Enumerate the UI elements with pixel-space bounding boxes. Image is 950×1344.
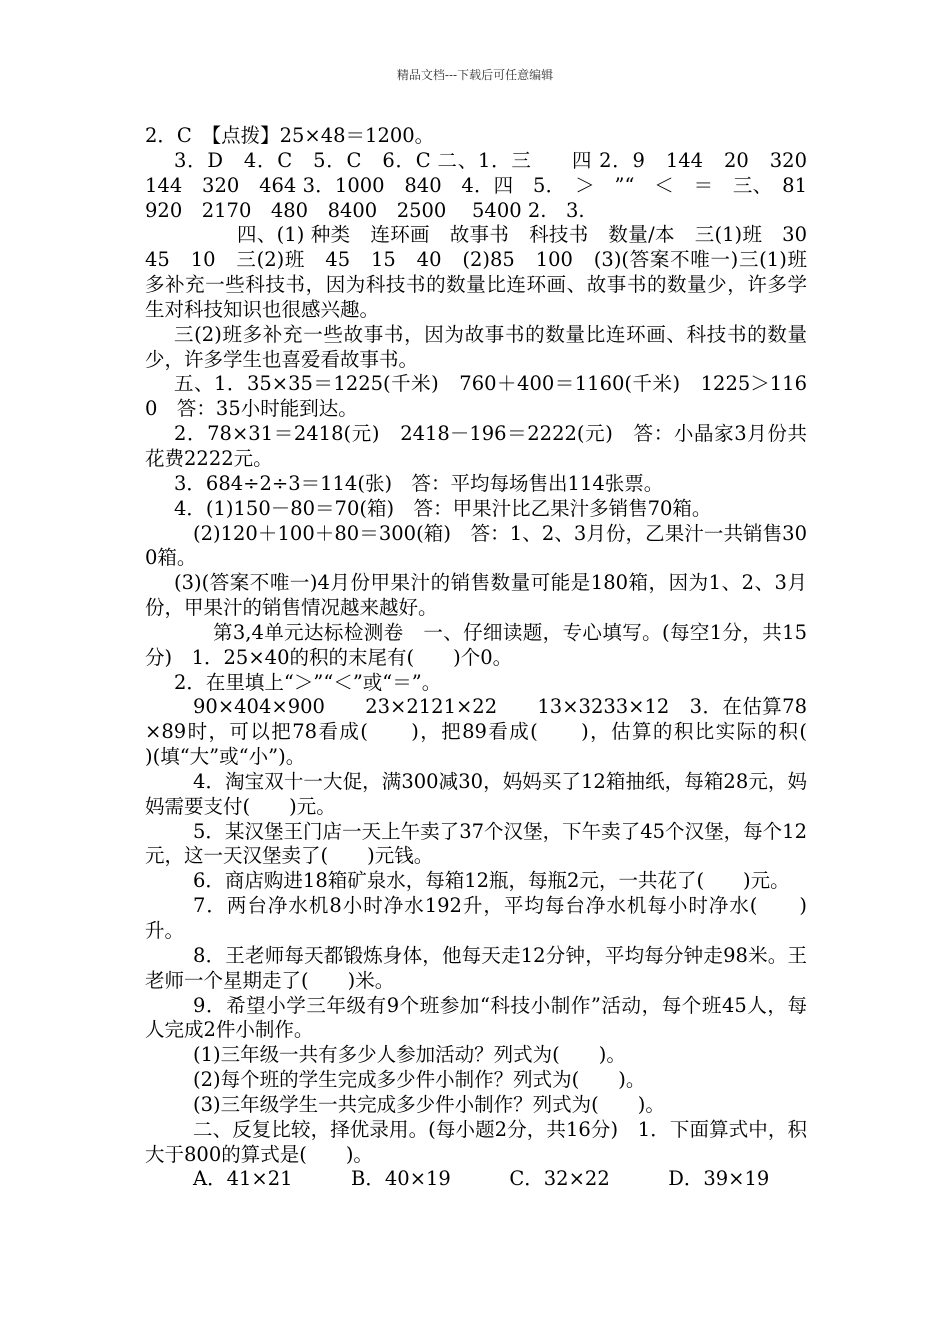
paragraph: 2．78×31＝2418(元) 2418－196＝2222(元) 答：小晶家3月份共花费2222元。 [145,422,807,470]
paragraph: 五、1．35×35＝1225(千米) 760＋400＝1160(千米) 1225＞1160 答：35小时能到达。 [145,372,807,421]
paragraph: (2)120＋100＋80＝300(箱) 答：1、2、3月份，乙果汁一共销售300箱。 [145,521,807,570]
paragraph: 3．684÷2÷3＝114(张) 答：平均每场售出114张票。 [174,471,664,495]
paragraph: 7．两台净水机8小时净水192升，平均每台净水机每小时净水( )升。 [145,894,807,942]
paragraph: 90×404×900 23×2121×22 13×3233×12 3．在估算78×89时，可以把78看成( )，把89看成( )，估算的积比实际的积( )(填“大”或“小”)。 [145,695,847,769]
paragraph: (3)(答案不唯一)4月份甲果汁的销售数量可能是180箱，因为1、2、3月份，甲果汁的销售情况越来越好。 [145,571,807,620]
paragraph: 二、反复比较，择优录用。(每小题2分，共16分) 1．下面算式中，积大于800的算式是( )。 [145,1117,807,1166]
paragraph: 2．C 【点拨】25×48＝1200。 [145,124,435,147]
paragraph: 5．某汉堡王门店一天上午卖了37个汉堡，下午卖了45个汉堡，每个12元，这一天汉堡卖了( )元钱。 [145,819,807,868]
paragraph: 3．D 4．C 5．C 6．C 二、1．三 四 2．9 144 20 320 144 320 464 3．1000 840 4．四 5． ＞ ”“ ＜ ＝ 三、 81 920 2170 480 8400 2500 5400 2. 3. [145,148,827,222]
paragraph: (2)每个班的学生完成多少件小制作？列式为( )。 [193,1068,646,1092]
paragraph: (3)三年级学生一共完成多少件小制作？列式为( )。 [193,1092,665,1116]
paragraph: 2．在里填上“＞”“＜”或“＝”。 [174,670,442,694]
paragraph: (1)三年级一共有多少人参加活动？列式为( )。 [193,1043,626,1067]
answer-and-test-content [145,124,847,1192]
paragraph: 4．(1)150－80＝70(箱) 答：甲果汁比乙果汁多销售70箱。 [174,496,712,520]
paragraph: 三(2)班多补充一些故事书，因为故事书的数量比连环画、科技书的数量少，许多学生也喜爱看故事书。 [145,322,807,371]
paragraph: A．41×21 B．40×19 C．32×22 D．39×19 [193,1167,770,1191]
paragraph: 4．淘宝双十一大促，满300减30，妈妈买了12箱抽纸，每箱28元，妈妈需要支付( )元。 [145,769,807,818]
page-header: 精品文档---下载后可任意编辑 [396,68,554,82]
paragraph: 四、(1) 种类 连环画 故事书 科技书 数量/本 三(1)班 30 45 10 三(2)班 45 15 40 (2)85 100 (3)(答案不唯一)三(1)班多补充一些科技书，因为科技书的数量比连环画、故事书的数量少，许多学生对科技知识也很感兴趣。 [145,223,827,321]
paragraph: 第3,4单元达标检测卷 一、仔细读题，专心填写。(每空1分，共15分) 1．25×40的积的末尾有( )个0。 [145,620,807,669]
paragraph: 6．商店购进18箱矿泉水，每箱12瓶，每瓶2元，一共花了( )元。 [193,869,790,893]
paragraph: 9．希望小学三年级有9个班参加“科技小制作”活动，每个班45人，每人完成2件小制作。 [145,993,807,1042]
paragraph: 8．王老师每天都锻炼身体，他每天走12分钟，平均每分钟走98米。王老师一个星期走了( )米。 [145,943,807,992]
